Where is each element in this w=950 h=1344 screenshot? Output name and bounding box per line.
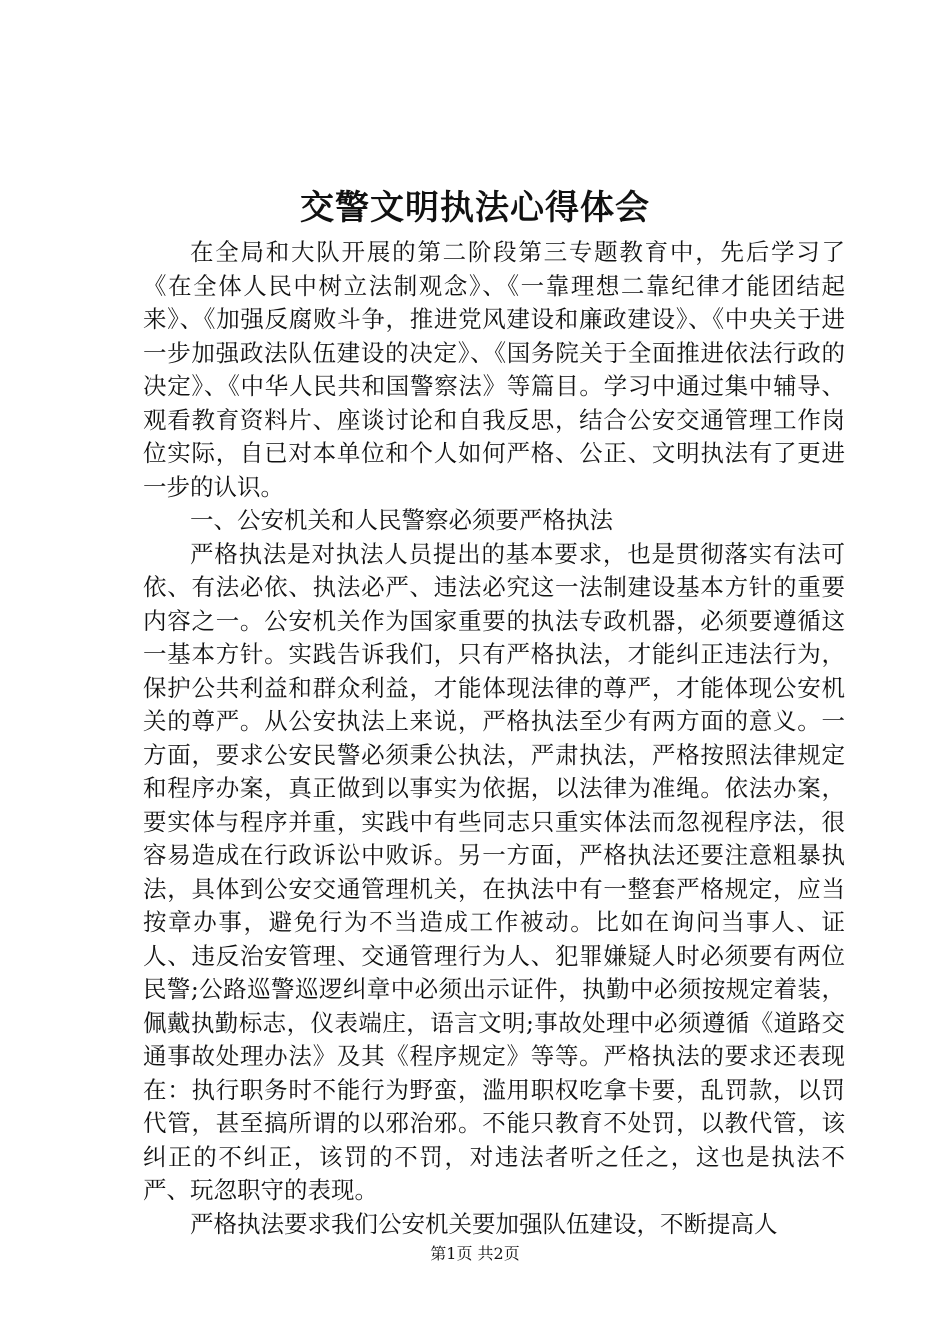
section-heading-1: 一、公安机关和人民警察必须要严格执法 <box>190 506 613 534</box>
document-title: 交警文明执法心得体会 <box>300 188 650 228</box>
paragraph-team-building: 严格执法要求我们公安机关要加强队伍建设，不断提高人 <box>190 1209 778 1238</box>
paragraph-intro: 在全局和大队开展的第二阶段第三专题教育中，先后学习了《在全体人民中树立法制观念》、《一靠理想二靠纪律才能团结起来》、《加强反腐败斗争，推进党风建设和廉政建设》、《中央关于进一步加强政法队伍建设的决定》、《国务院关于全面推进依法行政的决定》、《中华人民共和国警察法》等篇目。学习中通过集中辅导、观看教育资料片、座谈讨论和自我反思，结合公安交通管理工作岗位实际，自已对本单位和个人如何严格、公正、文明执法有了更进一步的认识。 <box>143 238 845 501</box>
page-number: 第1页 共2页 <box>430 1244 520 1263</box>
document-body <box>143 236 845 1241</box>
paragraph-strict-enforcement: 严格执法是对执法人员提出的基本要求，也是贯彻落实有法可依、有法必依、执法必严、违法必究这一法制建设基本方针的重要内容之一。公安机关作为国家重要的执法专政机器，必须要遵循这一基本方针。实践告诉我们，只有严格执法，才能纠正违法行为，保护公共利益和群众利益，才能体现法律的尊严，才能体现公安机关的尊严。从公安执法上来说，严格执法至少有两方面的意义。一方面，要求公安民警必须秉公执法，严肃执法，严格按照法律规定和程序办案，真正做到以事实为依据，以法律为准绳。依法办案，要实体与程序并重，实践中有些同志只重实体法而忽视程序法，很容易造成在行政诉讼中败诉。另一方面，严格执法还要注意粗暴执法，具体到公安交通管理机关，在执法中有一整套严格规定，应当按章办事，避免行为不当造成工作被动。比如在询问当事人、证人、违反治安管理、交通管理行为人、犯罪嫌疑人时必须要有两位民警;公路巡警巡逻纠章中必须出示证件，执勤中必须按规定着装，佩戴执勤标志，仪表端庄，语言文明;事故处理中必须遵循《道路交通事故处理办法》及其《程序规定》等等。严格执法的要求还表现在：执行职务时不能行为野蛮，滥用职权吃拿卡要，乱罚款，以罚代管，甚至搞所谓的以邪治邪。不能只教育不处罚，以教代管，该纠正的不纠正，该罚的不罚，对违法者听之任之，这也是执法不严、玩忽职守的表现。 <box>143 539 845 1204</box>
